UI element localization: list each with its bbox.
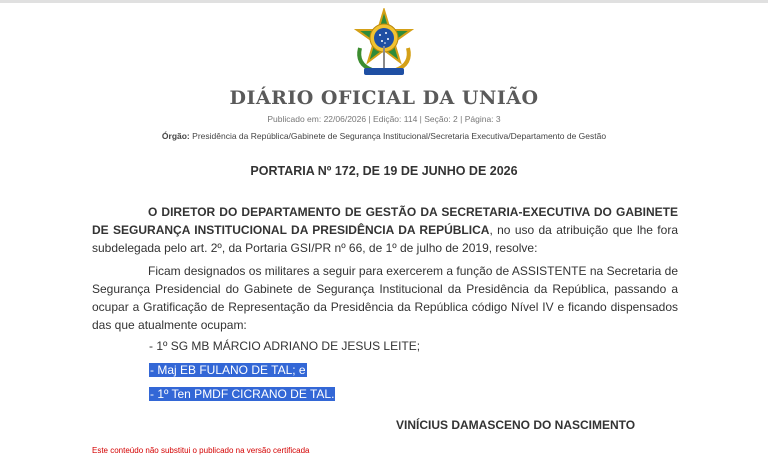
selected-text[interactable]: - 1º Ten PMDF CICRANO DE TAL.	[150, 387, 335, 401]
disclaimer: Este conteúdo não substitui o publicado na versão certificada	[92, 446, 310, 455]
signature: VINÍCIUS DAMASCENO DO NASCIMENTO	[396, 418, 636, 432]
brasil-coat-of-arms-icon	[350, 8, 418, 78]
top-border	[0, 0, 768, 3]
paragraph-1-rest: , no uso da atribuição que lhe fora subdelegada pelo art. 2º, da Portaria GSI/PR nº 66, de 1º de julho de 2019, resolve:	[92, 223, 678, 255]
orgao-line	[0, 131, 768, 141]
selected-text[interactable]: - Maj EB FULANO DE TAL; e	[150, 363, 306, 377]
list-item: - 1º SG MB MÁRCIO ADRIANO DE JESUS LEITE;	[149, 339, 421, 353]
list-item-selected	[149, 362, 307, 379]
orgao-label: Órgão:	[161, 131, 190, 141]
paragraph-2	[92, 262, 678, 334]
paragraph-2-text: Ficam designados os militares a seguir para exercerem a função de ASSISTENTE na Secretaria de Segurança Presidencial do Gabinete de Segurança Institucional da Presidência da República, passando a ocupar a Gratificação de Representação da Presidência da República código Nível IV e ficando dispensados das que atualmente ocupam:	[92, 264, 678, 332]
orgao-value: Presidência da República/Gabinete de Segurança Institucional/Secretaria Executiva/Departamento de Gestão	[192, 131, 607, 141]
list-item-selected	[149, 386, 335, 403]
page-title: DIÁRIO OFICIAL DA UNIÃO	[229, 87, 539, 109]
paragraph-1	[92, 203, 678, 257]
portaria-title: PORTARIA Nº 172, DE 19 DE JUNHO DE 2026	[250, 164, 518, 178]
publication-info: Publicado em: 22/06/2026 | Edição: 114 | Seção: 2 | Página: 3	[267, 114, 501, 124]
paragraph-1-bold: O DIRETOR DO DEPARTAMENTO DE GESTÃO DA SECRETARIA-EXECUTIVA DO GABINETE DE SEGURANÇA INSTITUCIONAL DA PRESIDÊNCIA DA REPÚBLICA	[92, 205, 678, 237]
